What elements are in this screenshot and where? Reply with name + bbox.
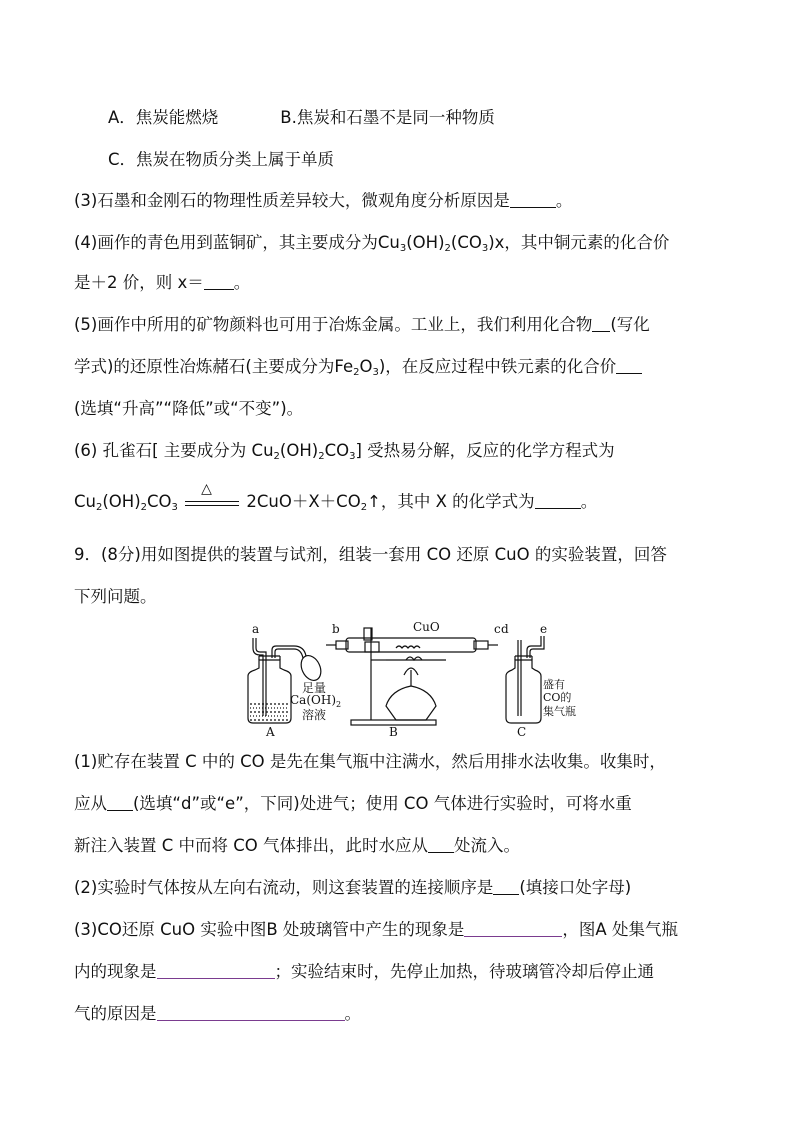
q8-part4-text: (4)画作的青色用到蓝铜矿，其主要成分为Cu — [74, 233, 400, 252]
subscript: 2 — [318, 451, 325, 462]
q9-part3-text: (3)CO还原 CuO 实验中图B 处玻璃管中产生的现象是 — [74, 920, 465, 939]
answer-blank[interactable] — [107, 795, 133, 811]
label-a: a — [252, 622, 260, 636]
label-apparatus-c: C — [517, 725, 527, 738]
q8-part4-line2 — [74, 272, 250, 294]
q8-part5-text3: 学式)的还原性冶炼赭石(主要成分为Fe — [74, 357, 354, 376]
subscript: 2 — [95, 502, 103, 513]
q9-part1-text: (1)贮存在装置 C 中的 CO 是先在集气瓶中注满水，然后用排水法收集。收集时， — [74, 752, 666, 771]
q9-part2 — [74, 877, 631, 899]
q8-part4-text-end: )x，其中铜元素的化合价 — [488, 233, 670, 252]
q8-part6-equation — [74, 480, 598, 514]
q9-title-line2 — [74, 586, 157, 608]
subscript: 3 — [171, 502, 178, 513]
apparatus-diagram — [236, 620, 616, 738]
heat-triangle-icon: △ — [201, 480, 212, 497]
subscript: 3 — [349, 451, 356, 462]
q8-part3 — [74, 190, 572, 212]
label-reagent-solution: 溶液 — [302, 708, 327, 722]
subscript: 2 — [273, 451, 280, 462]
period: 。 — [233, 273, 251, 292]
formula-part: O — [359, 357, 373, 376]
formula-part: CO — [147, 492, 172, 511]
label-reagent-amount: 足量 — [302, 681, 327, 695]
subscript: 2 — [360, 502, 368, 513]
q9-part1-line1 — [74, 751, 666, 773]
formula-part: 2CuO＋X＋CO — [241, 492, 361, 511]
option-c-text: C．焦炭在物质分类上属于单质 — [108, 150, 335, 169]
answer-blank[interactable] — [592, 316, 610, 332]
q9-part3-line2 — [74, 961, 654, 983]
formula-part: (OH) — [406, 233, 445, 252]
formula-part: (OH) — [279, 441, 319, 460]
q9-part3-line1 — [74, 919, 678, 941]
apparatus-c-bottle — [506, 636, 544, 723]
q9-title-line1 — [74, 544, 667, 566]
q9-part3-text4: ；实验结束时，先停止加热，待玻璃管冷却后停止通 — [274, 962, 654, 981]
subscript: 3 — [399, 243, 407, 254]
q8-part6-text: (6) 孔雀石[ 主要成分为 Cu — [74, 441, 274, 460]
q8-part5-text2: (写化 — [610, 315, 650, 334]
q9-part3-text3: 内的现象是 — [74, 962, 157, 981]
formula-part: (OH) — [102, 492, 141, 511]
q8-part4-line1 — [74, 232, 669, 254]
answer-blank[interactable] — [428, 837, 454, 853]
period: 。 — [344, 1004, 361, 1023]
q9-title: 9．(8分)用如图提供的装置与试剂，组装一套用 CO 还原 CuO 的实验装置，回答 — [74, 545, 667, 564]
q8-part5-line1 — [74, 314, 650, 336]
q9-part3-text2: ，图A 处集气瓶 — [562, 920, 678, 939]
apparatus-b-stand — [326, 628, 498, 725]
label-gas-2: CO的 — [543, 691, 572, 704]
formula-part: (CO — [450, 233, 482, 252]
q8-part4-text2: 是＋2 价，则 x＝ — [74, 273, 204, 292]
label-b: b — [332, 622, 340, 636]
q9-part2-text2: (填接口处字母) — [519, 878, 632, 897]
label-apparatus-a: A — [266, 725, 275, 738]
q9-part1-line2 — [74, 793, 632, 815]
label-reagent-formula: $Ca(OH)_2$ — [290, 693, 342, 709]
equals-bars — [185, 501, 239, 506]
label-d: d — [501, 622, 509, 636]
q9-part1-line3 — [74, 835, 520, 857]
option-row-ab — [108, 107, 495, 129]
answer-blank[interactable] — [616, 358, 642, 374]
label-apparatus-b: B — [389, 725, 398, 738]
q9-part3-line3 — [74, 1003, 361, 1025]
q9-part2-text: (2)实验时气体按从左向右流动，则这套装置的连接顺序是 — [74, 878, 494, 897]
label-cuo: CuO — [413, 620, 440, 634]
q8-part5-text4: )，在反应过程中铁元素的化合价 — [378, 357, 617, 376]
q9-part1-text3: (选填“d”或“e”，下同)处进气；使用 CO 气体进行实验时，可将水重 — [133, 794, 632, 813]
q9-part1-text4: 新注入装置 C 中而将 CO 气体排出，此时水应从 — [74, 836, 429, 855]
q9-part1-text2: 应从 — [74, 794, 107, 813]
subscript: 3 — [372, 367, 379, 378]
formula-part: Cu — [74, 492, 96, 511]
subscript: 2 — [444, 243, 451, 254]
answer-blank[interactable] — [157, 1005, 345, 1021]
answer-blank[interactable] — [464, 921, 562, 937]
label-gas-1: 盛有 — [543, 678, 565, 691]
q8-part6-text2: ] 受热易分解，反应的化学方程式为 — [355, 441, 615, 460]
q8-part3-text: (3)石墨和金刚石的物理性质差异较大，微观角度分析原因是 — [74, 191, 510, 210]
answer-blank[interactable] — [510, 192, 556, 208]
option-b: B.焦炭和石墨不是同一种物质 — [280, 108, 495, 127]
period: 。 — [580, 492, 598, 511]
q9-part3-text5: 气的原因是 — [74, 1004, 157, 1023]
subscript: 3 — [481, 243, 489, 254]
q8-part5-text5: (选填“升高”“降低”或“不变”)。 — [74, 399, 304, 418]
q8-part5-line2 — [74, 356, 642, 378]
answer-blank[interactable] — [157, 963, 275, 979]
option-a: A．焦炭能燃烧 — [108, 108, 219, 127]
period: 。 — [555, 191, 573, 210]
formula-part: CO — [324, 441, 350, 460]
answer-blank[interactable] — [204, 274, 234, 290]
q9-part1-text5: 处流入。 — [454, 836, 521, 855]
label-e: e — [540, 622, 548, 636]
q8-part6-line1 — [74, 440, 615, 462]
answer-blank[interactable] — [493, 879, 519, 895]
subscript: 2 — [140, 502, 148, 513]
apparatus-figure — [236, 620, 616, 738]
heating-equals-sign — [183, 480, 241, 514]
q8-part5-line3 — [74, 398, 303, 420]
option-c — [108, 149, 334, 171]
label-gas-3: 集气瓶 — [543, 705, 576, 718]
q8-part5-text: (5)画作中所用的矿物颜料也可用于冶炼金属。工业上，我们利用化合物 — [74, 315, 593, 334]
q8-part6-text3: ↑，其中 X 的化学式为 — [367, 492, 535, 511]
answer-blank[interactable] — [535, 493, 581, 509]
q9-title-end: 下列问题。 — [74, 587, 157, 606]
label-c: c — [494, 622, 501, 636]
subscript: 2 — [353, 367, 360, 378]
